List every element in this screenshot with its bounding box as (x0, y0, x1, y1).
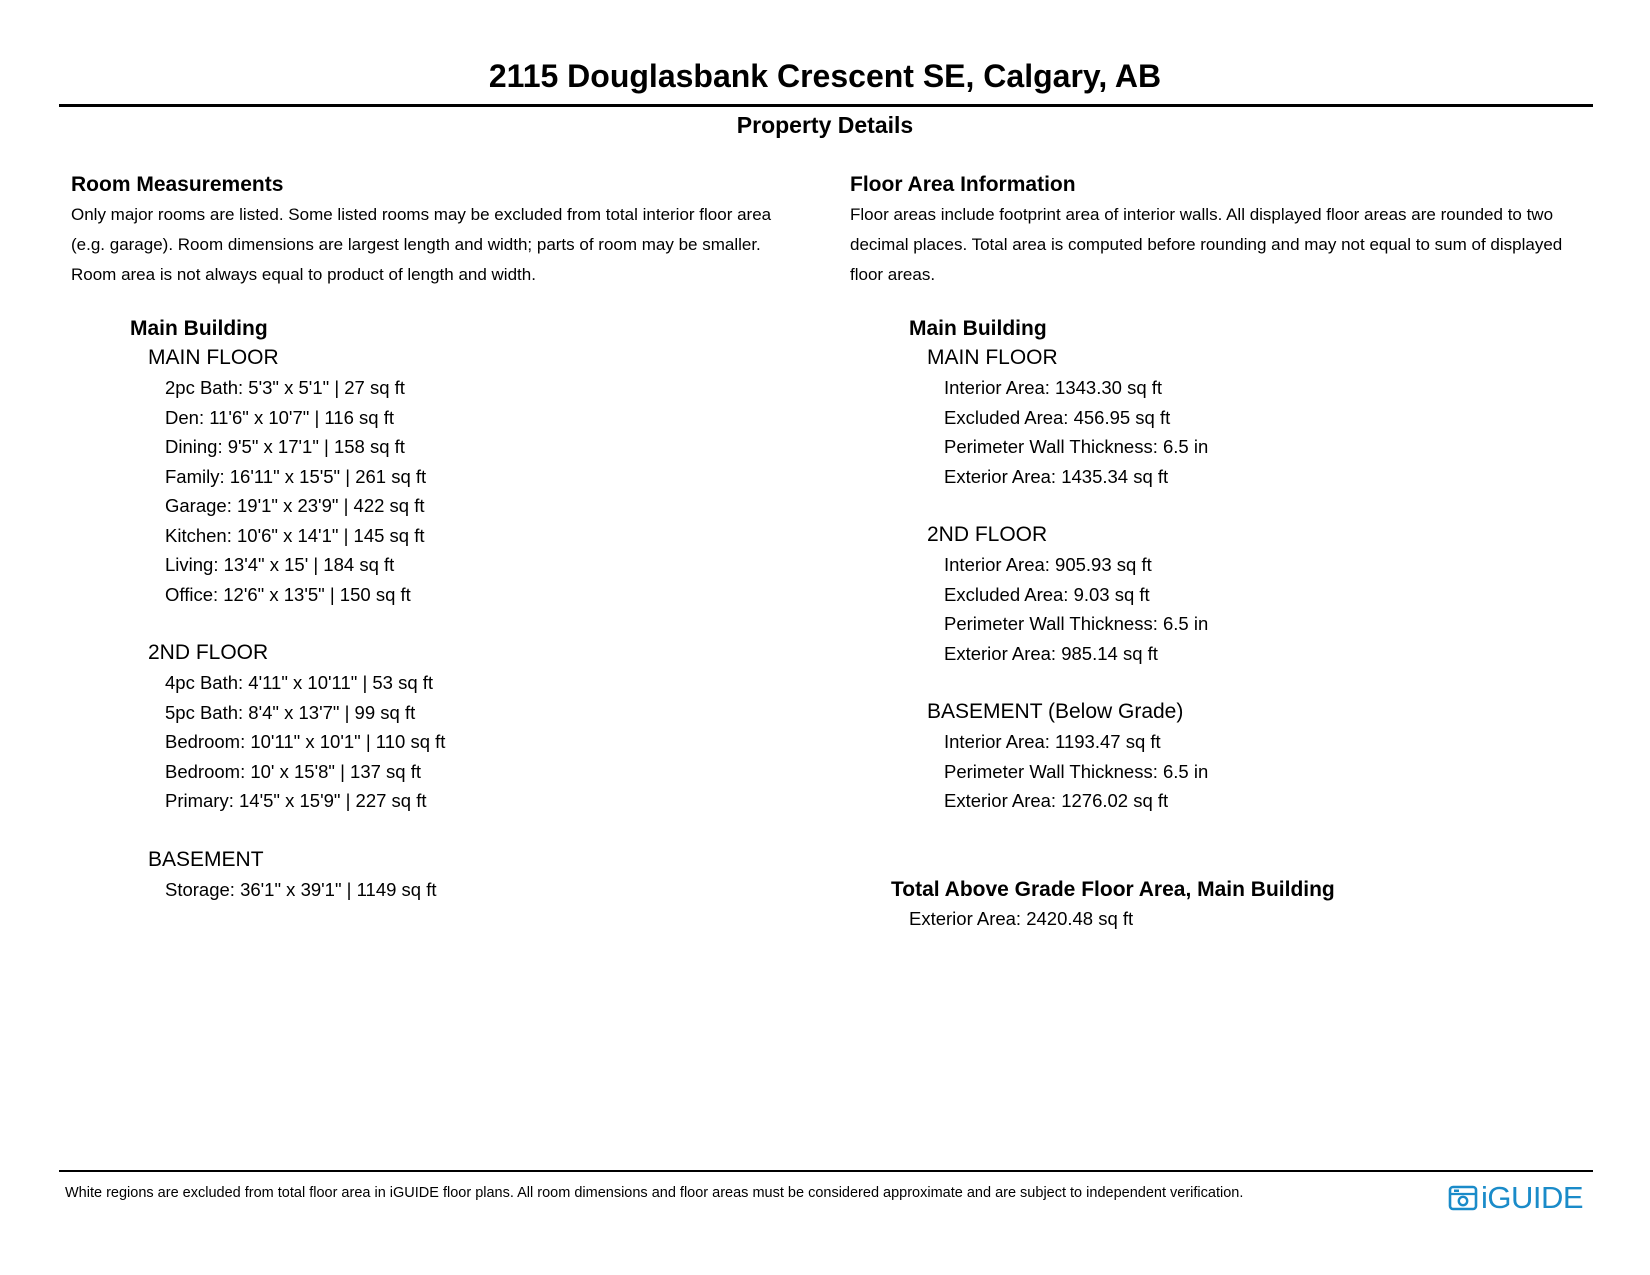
logo-wordmark: iGUIDE (1481, 1180, 1584, 1215)
floor-basement (148, 845, 811, 905)
area-floor-main (927, 343, 1610, 491)
area-entry: Excluded Area: 456.95 sq ft (944, 406, 1171, 428)
room-entry: Storage: 36'1" x 39'1" | 1149 sq ft (165, 878, 437, 900)
room-entry: 4pc Bath: 4'11" x 10'11" | 53 sq ft (165, 672, 434, 693)
room-entry: Garage: 19'1" x 23'9" | 422 sq ft (165, 495, 425, 516)
total-area-block (891, 875, 1610, 934)
room-measurements-heading: Room Measurements (71, 173, 284, 196)
area-entry: Excluded Area: 9.03 sq ft (944, 583, 1150, 605)
description-line: Only major rooms are listed. Some listed rooms may be excluded from total interior floor area (71, 205, 772, 224)
description-line: decimal places. Total area is computed before rounding and may not equal to sum of displayed (850, 235, 1563, 254)
floor-second (148, 638, 811, 816)
iguide-logo (1448, 1180, 1583, 1216)
area-entry: Perimeter Wall Thickness: 6.5 in (944, 613, 1209, 634)
building-heading: Main Building (909, 317, 1047, 340)
floor-name: 2ND FLOOR (148, 641, 269, 664)
floor-name: MAIN FLOOR (927, 346, 1058, 369)
floor-area-description (850, 200, 1610, 290)
description-line: Room area is not always equal to product of length and width. (71, 265, 536, 284)
floor-name: BASEMENT (148, 847, 264, 871)
area-floor-second (927, 520, 1610, 668)
area-entry: Exterior Area: 1276.02 sq ft (944, 790, 1169, 811)
room-entry: Living: 13'4" x 15' | 184 sq ft (165, 554, 395, 575)
title-divider (59, 104, 1593, 107)
room-entry: Den: 11'6" x 10'7" | 116 sq ft (165, 406, 394, 428)
area-entry: Exterior Area: 985.14 sq ft (944, 642, 1158, 664)
room-entry: 5pc Bath: 8'4" x 13'7" | 99 sq ft (165, 701, 416, 723)
page-title: 2115 Douglasbank Crescent SE, Calgary, AB (488, 58, 1162, 94)
room-entry: Kitchen: 10'6" x 14'1" | 145 sq ft (165, 524, 425, 546)
area-entry: Interior Area: 1343.30 sq ft (944, 377, 1163, 398)
description-line: (e.g. garage). Room dimensions are largest length and width; parts of room may be smaller. (71, 235, 761, 254)
room-building-block (130, 314, 811, 904)
room-measurements-description (71, 200, 811, 290)
room-entry: Bedroom: 10' x 15'8" | 137 sq ft (165, 760, 422, 782)
area-floor-basement (927, 697, 1610, 816)
area-entry: Perimeter Wall Thickness: 6.5 in (944, 436, 1209, 457)
area-entry: Interior Area: 1193.47 sq ft (944, 731, 1161, 752)
area-entry: Exterior Area: 1435.34 sq ft (944, 465, 1169, 487)
room-entry: Dining: 9'5" x 17'1" | 158 sq ft (165, 436, 405, 457)
room-entry: 2pc Bath: 5'3" x 5'1" | 27 sq ft (165, 377, 405, 398)
floor-area-section (850, 170, 1610, 933)
page-subtitle: Property Details (736, 112, 914, 138)
total-area-heading: Total Above Grade Floor Area, Main Building (891, 877, 1335, 901)
room-entry: Office: 12'6" x 13'5" | 150 sq ft (165, 583, 411, 605)
area-entry: Perimeter Wall Thickness: 6.5 in (944, 760, 1209, 782)
footer-divider (59, 1170, 1593, 1172)
room-entry: Family: 16'11" x 15'5" | 261 sq ft (165, 465, 427, 487)
building-heading: Main Building (130, 317, 268, 340)
room-measurements-section (71, 170, 811, 904)
footer-disclaimer: White regions are excluded from total floor area in iGUIDE floor plans. All room dimensions and floor areas must be considered approximate and are subject to independent verification. (65, 1185, 1244, 1201)
room-entry: Primary: 14'5" x 15'9" | 227 sq ft (165, 790, 427, 811)
floor-name: MAIN FLOOR (148, 346, 279, 369)
description-line: floor areas. (850, 265, 936, 284)
floor-name: 2ND FLOOR (927, 523, 1048, 546)
area-building-block (891, 314, 1610, 933)
floor-name: BASEMENT (Below Grade) (927, 700, 1184, 723)
floor-area-heading: Floor Area Information (850, 173, 1076, 196)
floor-main (148, 343, 811, 609)
total-area-value: Exterior Area: 2420.48 sq ft (909, 907, 1134, 929)
camera-box-icon (1448, 1183, 1478, 1213)
area-entry: Interior Area: 905.93 sq ft (944, 554, 1152, 575)
description-line: Floor areas include footprint area of interior walls. All displayed floor areas are rounded to two (850, 205, 1554, 224)
room-entry: Bedroom: 10'11" x 10'1" | 110 sq ft (165, 731, 446, 752)
